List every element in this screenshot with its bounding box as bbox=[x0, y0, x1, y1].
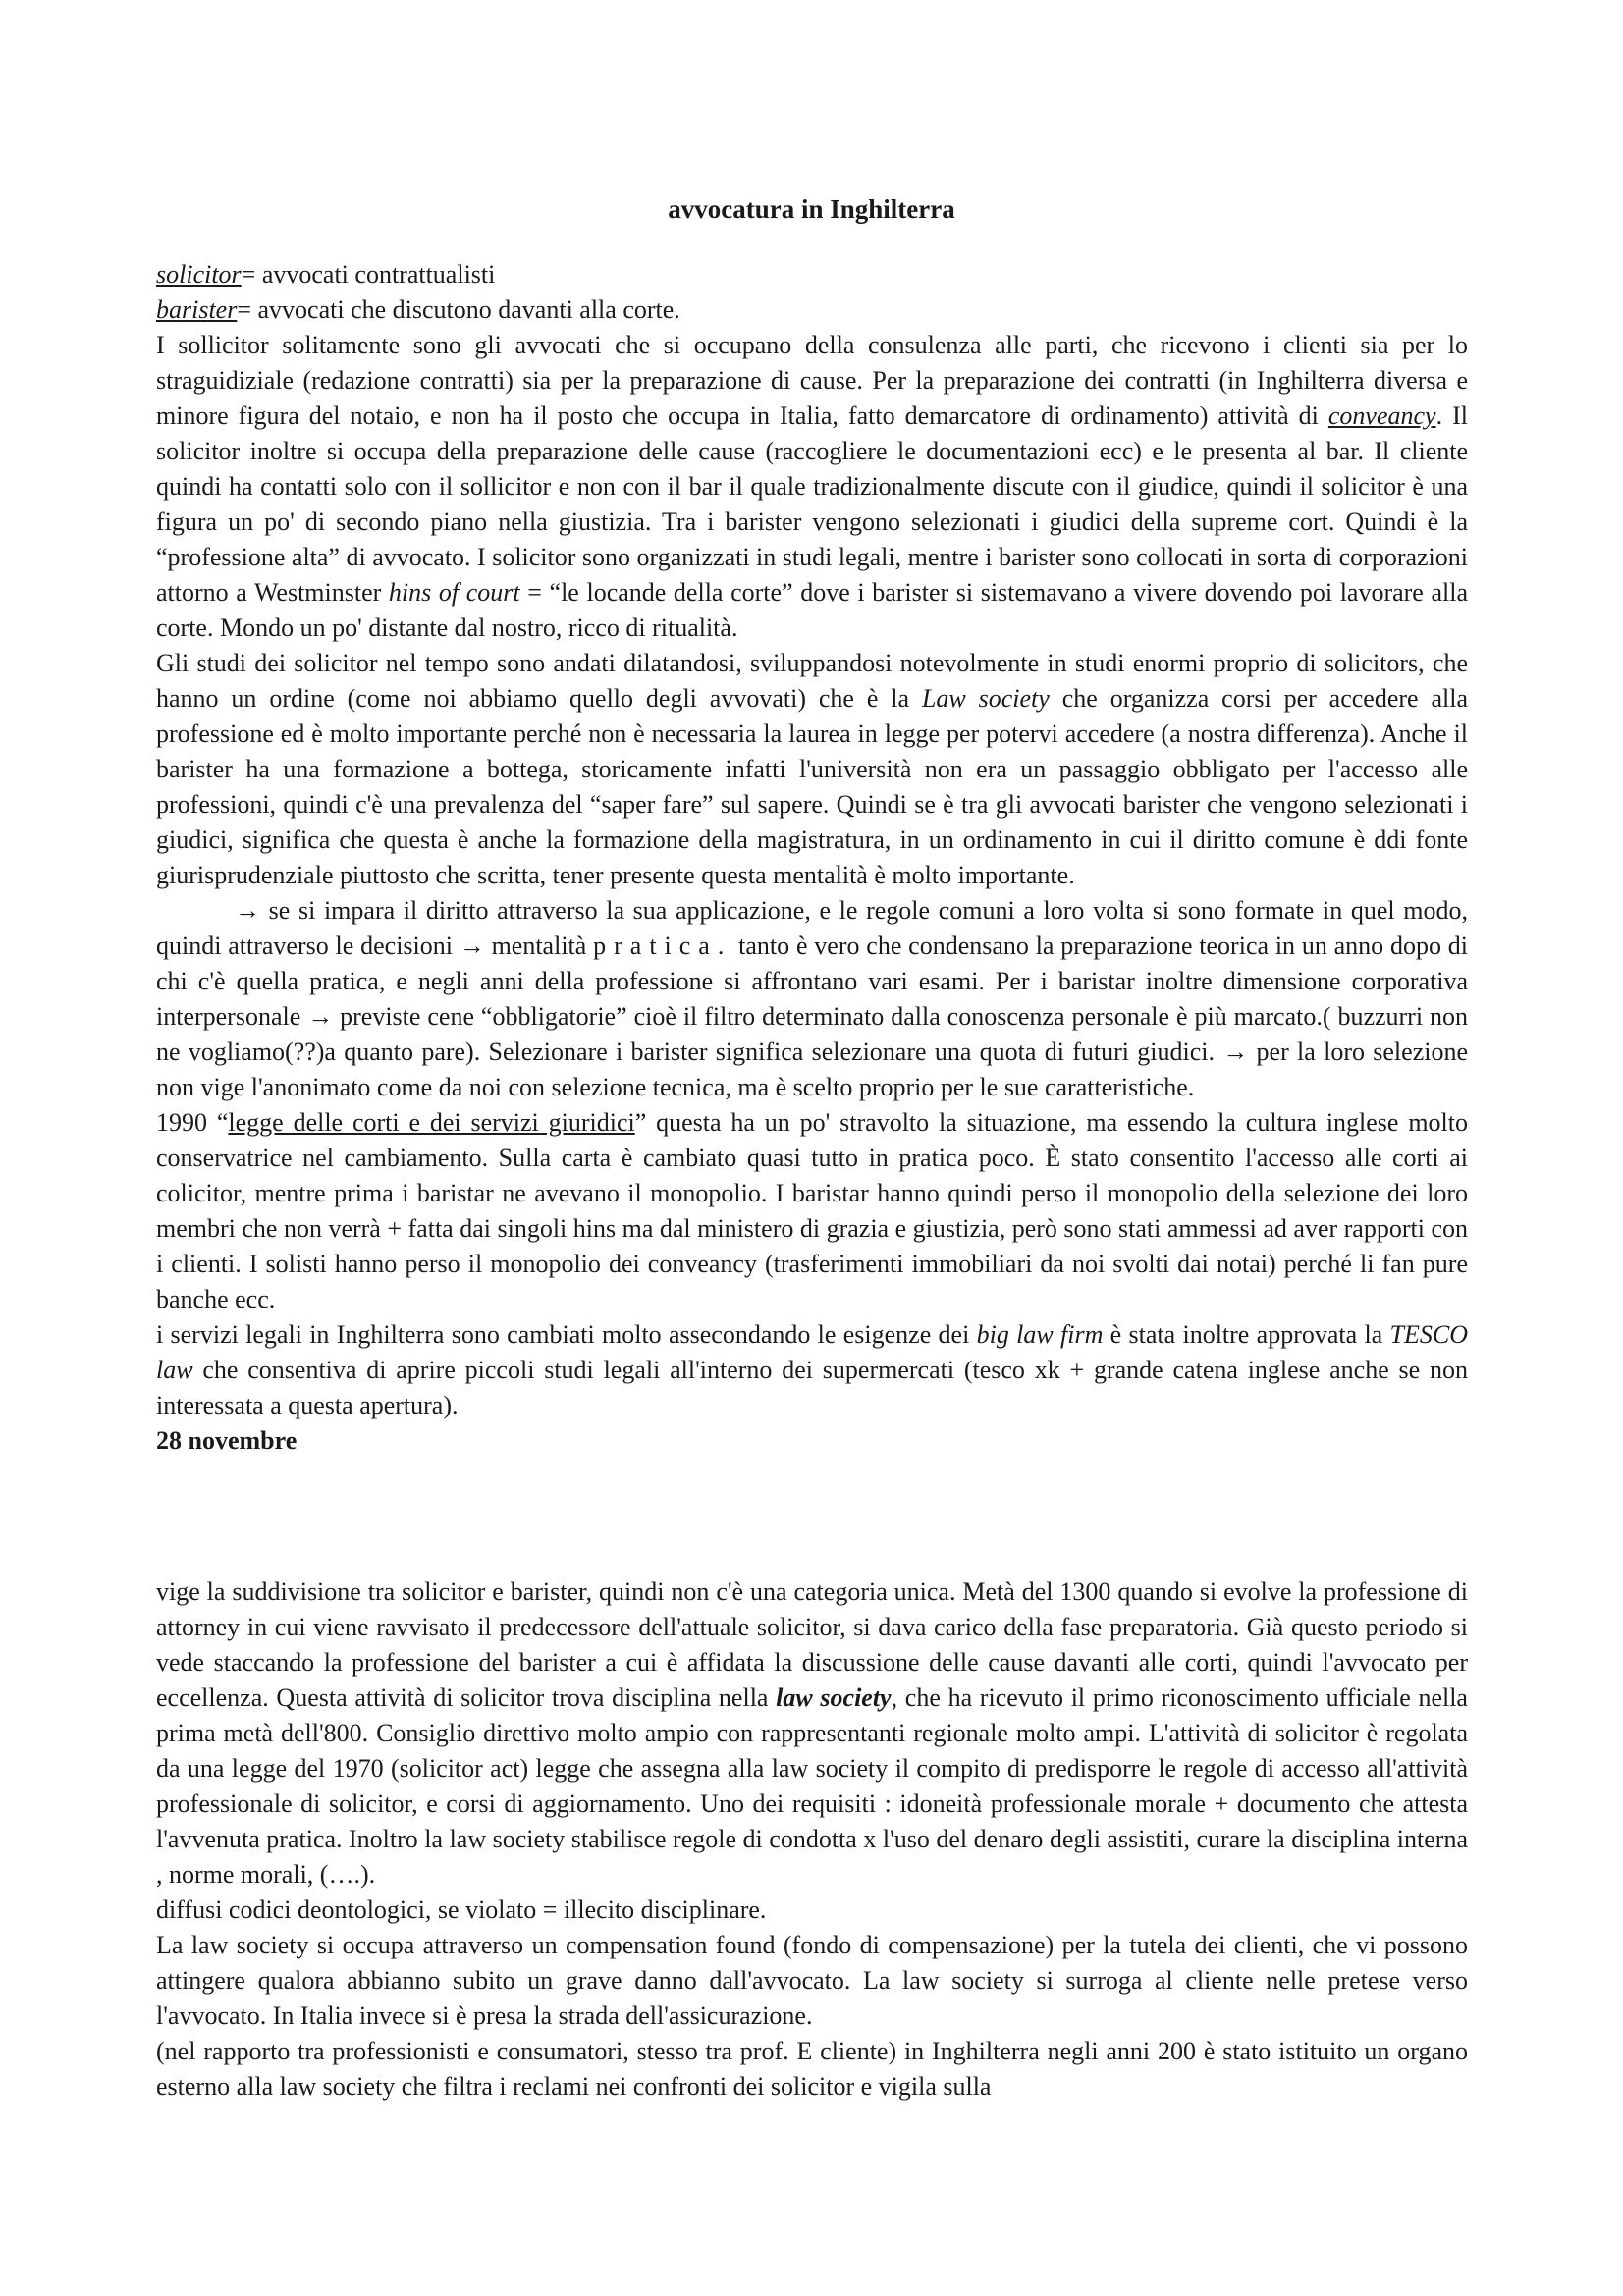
paragraph: diffusi codici deontologici, se violato = illecito disciplinare. bbox=[156, 1896, 767, 1924]
paragraph: La law society si occupa attraverso un compensation found (fondo di compensazione) per la tutela dei clienti, che vi possono attingere qualora abbianno subito un grave danno dall'avvocato. La law society si surroga al cliente nelle pretese verso l'avvocato. In Italia invece si è presa la strada dell'assicurazione. bbox=[156, 1931, 1468, 2030]
term-conveancy: conveancy bbox=[1327, 401, 1436, 430]
paragraph: 1990 “legge delle corti e dei servizi giuridici” questa ha un po' stravolto la situazione, ma essendo la cultura inglese molto conservatrice nel cambiamento. Sulla carta è cambiato quasi tutto in pratica poco. È stato consentito l'accesso alle corti ai colicitor, mentre prima i baristar ne avevano il monopolio. I baristar hanno quindi perso il monopolio della selezione dei loro membri che non verrà + fatta dai singoli hins ma dal ministero di grazia e giustizia, però sono stati ammessi ad aver rapporti con i clienti. I solisti hanno perso il monopolio dei conveancy (trasferimenti immobiliari da noi svolti dai notai) perché li fan pure banche ecc. bbox=[156, 1108, 1468, 1313]
paragraph: i servizi legali in Inghilterra sono cambiati molto assecondando le esigenze dei big law firm è stata inoltre approvata la TESCO law che consentiva di aprire piccoli studi legali all'interno dei supermercati (tesco xk + grande catena inglese anche se non interessata a questa apertura). bbox=[156, 1320, 1468, 1419]
document-body bbox=[156, 257, 1468, 1459]
term-solicitor: solicitor bbox=[156, 260, 242, 289]
term-big-law-firm: big law firm bbox=[976, 1320, 1104, 1349]
term-pratica: pratica. bbox=[593, 932, 732, 960]
date-heading: 28 novembre bbox=[156, 1426, 298, 1455]
term-barister: barister bbox=[156, 295, 238, 324]
paragraph: I sollicitor solitamente sono gli avvocati che si occupano della consulenza alle parti, che ricevono i clienti sia per lo straguidiziale (redazione contratti) sia per la preparazione di cause. Per la preparazione dei contratti (in Inghilterra diversa e minore figura del notaio, e non ha il posto che occupa in Italia, fatto demarcatore di ordinamento) attività di conveancy. Il solicitor inoltre si occupa della preparazione delle cause (raccogliere le documentazioni ecc) e le presenta al bar. Il cliente quindi ha contatti solo con il sollicitor e non con il bar il quale tradizionalmente discute con il giudice, quindi il solicitor è una figura un po' di secondo piano nella giustizia. Tra i barister vengono selezionati i giudici della supreme cort. Quindi è la “professione alta” di avvocato. I solicitor sono organizzati in studi legali, mentre i barister sono collocati in sorta di corporazioni attorno a Westminster hins of court = “le locande della corte” dove i barister si sistemavano a vivere dovendo poi lavorare alla corte. Mondo un po' distante dal nostro, ricco di ritualità. bbox=[156, 331, 1469, 642]
definition-barister: barister= avvocati che discutono davanti alla corte. bbox=[156, 295, 680, 324]
definition-solicitor: solicitor= avvocati contrattualisti bbox=[156, 260, 496, 289]
term-hins-of-court: hins of court bbox=[388, 578, 520, 607]
paragraph: vige la suddivisione tra solicitor e barister, quindi non c'è una categoria unica. Metà del 1300 quando si evolve la professione di attorney in cui viene ravvisato il predecessore dell'attuale solicitor, si dava carico della fase preparatoria. Già questo periodo si vede staccando la professione del barister a cui è affidata la discussione delle cause davanti alle corti, quindi l'avvocato per eccellenza. Questa attività di solicitor trova disciplina nella law society, che ha ricevuto il primo riconoscimento ufficiale nella prima metà dell'800. Consiglio direttivo molto ampio con rappresentanti regionale molto ampi. L'attività di solicitor è regolata da una legge del 1970 (solicitor act) legge che assegna alla law society il compito di predisporre le regole di accesso all'attività professionale di solicitor, e corsi di aggiornamento. Uno dei requisiti : idoneità professionale morale + documento che attesta l'avvenuta pratica. Inoltro la law society stabilisce regole di condotta x l'uso del denaro degli assistiti, curare la disciplina interna , norme morali, (….). bbox=[156, 1577, 1468, 1889]
term-law-society: law society bbox=[776, 1683, 892, 1712]
term-tesco-law: TESCO law bbox=[156, 1320, 1468, 1384]
document-title: avvocatura in Inghilterra bbox=[668, 194, 955, 224]
paragraph: (nel rapporto tra professionisti e consumatori, stesso tra prof. E cliente) in Inghilterra negli anni 200 è stato istituito un organo esterno alla law society che filtra i reclami nei confronti dei solicitor e vigila sulla bbox=[156, 2037, 1468, 2101]
term-law-society: Law society bbox=[921, 684, 1050, 713]
paragraph: → se si impara il diritto attraverso la sua applicazione, e le regole comuni a loro volta si sono formate in quel modo, quindi attraverso le decisioni → mentalità pratica. tanto è vero che condensano la preparazione teorica in un anno dopo di chi c'è quella pratica, e negli anni della professione si affrontano vari esami. Per i baristar inoltre dimensione corporativa interpersonale → previste cene “obbligatorie” cioè il filtro determinato dalla conoscenza personale è più marcato.( buzzurri non ne vogliamo(??)a quanto pare). Selezionare i barister significa selezionare una quota di futuri giudici. → per la loro selezione non vige l'anonimato come da noi con selezione tecnica, ma è scelto proprio per le sue caratteristiche. bbox=[156, 896, 1469, 1101]
document-body-section-2 bbox=[156, 1575, 1468, 2105]
term-legge-delle-corti: legge delle corti e dei servizi giuridici bbox=[228, 1108, 635, 1137]
paragraph: Gli studi dei solicitor nel tempo sono andati dilatandosi, sviluppandosi notevolmente in studi enormi proprio di solicitors, che hanno un ordine (come noi abbiamo quello degli avvovati) che è la Law society che organizza corsi per accedere alla professione ed è molto importante perché non è necessaria la laurea in legge per potervi accedere (a nostra differenza). Anche il barister ha una formazione a bottega, storicamente infatti l'università non era un passaggio obbligato per l'accesso alle professioni, quindi c'è una prevalenza del “saper fare” sul sapere. Quindi se è tra gli avvocati barister che vengono selezionati i giudici, significa che questa è anche la formazione della magistratura, in un ordinamento in cui il diritto comune è ddi fonte giurisprudenziale piuttosto che scritta, tener presente questa mentalità è molto importante. bbox=[156, 649, 1468, 889]
